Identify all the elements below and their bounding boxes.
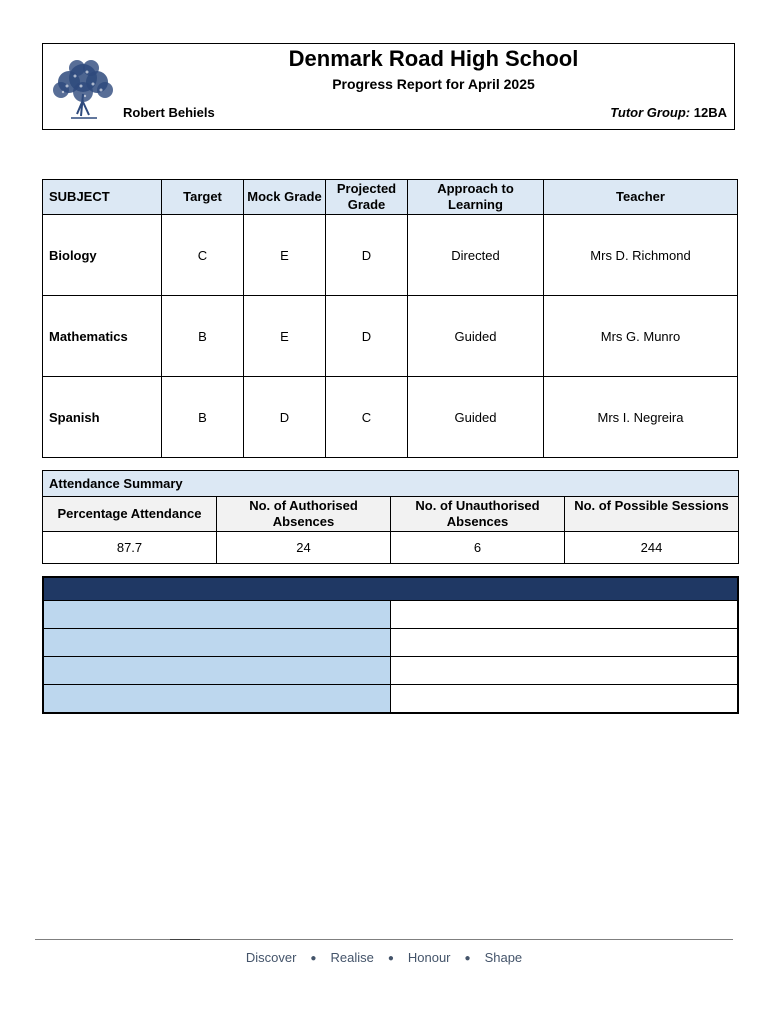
blank-label-cell [43, 657, 391, 685]
footer-divider [35, 939, 733, 940]
header-mock-grade: Mock Grade [244, 180, 326, 215]
mock-grade: E [244, 215, 326, 296]
motto-separator: ● [387, 953, 394, 964]
projected-grade: C [326, 377, 408, 458]
blank-row [43, 629, 738, 657]
footer-motto [0, 950, 768, 965]
mock-grade: E [244, 296, 326, 377]
approach-to-learning: Directed [408, 215, 544, 296]
subjects-header-row [43, 180, 738, 215]
teacher-name: Mrs G. Munro [544, 296, 738, 377]
table-row [43, 296, 738, 377]
projected-grade: D [326, 215, 408, 296]
table-row [43, 215, 738, 296]
report-title: Progress Report for April 2025 [332, 76, 535, 92]
tutor-group-value: 12BA [693, 105, 727, 120]
blank-content-cell [391, 601, 739, 629]
header-projected-grade: Projected Grade [326, 180, 408, 215]
report-header [42, 43, 735, 130]
header-possible-sessions: No. of Possible Sessions [565, 497, 739, 532]
attendance-table [42, 470, 739, 564]
subjects-table [42, 179, 738, 458]
blank-row [43, 601, 738, 629]
motto-discover: Discover [245, 950, 297, 965]
blank-content-cell [391, 657, 739, 685]
blank-content-cell [391, 685, 739, 714]
approach-to-learning: Guided [408, 377, 544, 458]
subject-name: Biology [43, 215, 162, 296]
teacher-name: Mrs I. Negreira [544, 377, 738, 458]
header-target: Target [162, 180, 244, 215]
footer-divider-accent [170, 939, 200, 940]
header-percentage-attendance: Percentage Attendance [43, 497, 217, 532]
tutor-group [610, 105, 727, 120]
motto-separator: ● [464, 953, 471, 964]
blank-row [43, 657, 738, 685]
header-teacher: Teacher [544, 180, 738, 215]
blank-content-cell [391, 629, 739, 657]
subject-name: Mathematics [43, 296, 162, 377]
possible-sessions-value: 244 [565, 532, 739, 564]
header-approach: Approach to Learning [408, 180, 544, 215]
header-authorised-absences: No. of Authorised Absences [217, 497, 391, 532]
target-grade: C [162, 215, 244, 296]
percentage-attendance-value: 87.7 [43, 532, 217, 564]
blank-label-cell [43, 601, 391, 629]
tutor-group-label: Tutor Group: [610, 105, 691, 120]
motto-shape: Shape [484, 950, 523, 965]
blank-label-cell [43, 685, 391, 714]
table-row [43, 377, 738, 458]
subject-name: Spanish [43, 377, 162, 458]
school-name: Denmark Road High School [288, 46, 579, 71]
student-name: Robert Behiels [123, 105, 215, 120]
motto-realise: Realise [330, 950, 374, 965]
teacher-name: Mrs D. Richmond [544, 215, 738, 296]
authorised-absences-value: 24 [217, 532, 391, 564]
target-grade: B [162, 377, 244, 458]
projected-grade: D [326, 296, 408, 377]
motto-separator: ● [310, 953, 317, 964]
navy-header-bar [43, 577, 738, 601]
attendance-values-row [43, 532, 739, 564]
header-unauthorised-absences: No. of Unauthorised Absences [391, 497, 565, 532]
header-subject: SUBJECT [43, 180, 162, 215]
blank-label-cell [43, 629, 391, 657]
mock-grade: D [244, 377, 326, 458]
motto-honour: Honour [407, 950, 451, 965]
blank-comments-table [42, 576, 739, 714]
approach-to-learning: Guided [408, 296, 544, 377]
target-grade: B [162, 296, 244, 377]
unauthorised-absences-value: 6 [391, 532, 565, 564]
attendance-header-row [43, 497, 739, 532]
attendance-title: Attendance Summary [43, 471, 739, 497]
blank-row [43, 685, 738, 714]
